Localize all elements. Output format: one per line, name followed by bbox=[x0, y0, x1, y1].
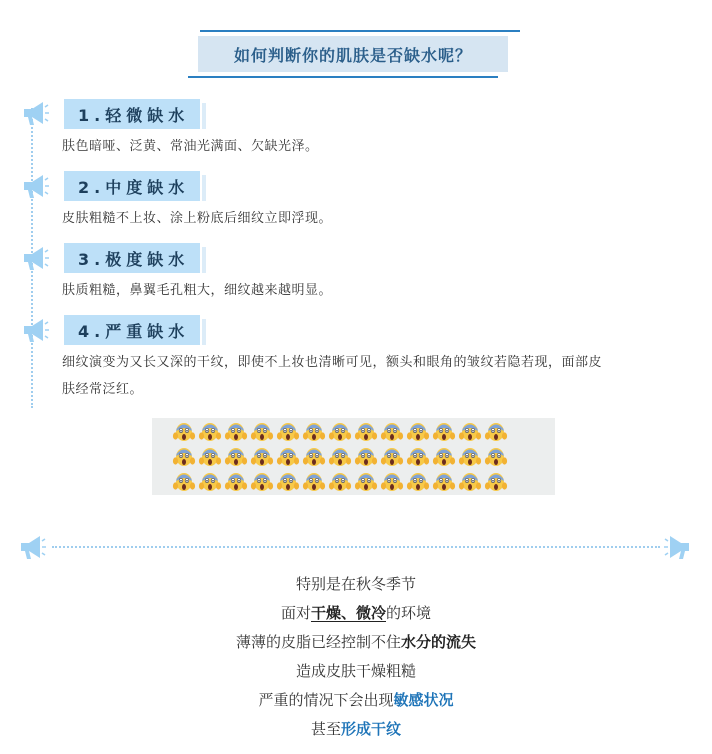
closing-text: 面对 bbox=[280, 604, 311, 622]
megaphone-icon bbox=[19, 315, 49, 345]
section-tag-mild: 1.轻微缺水 bbox=[64, 99, 200, 129]
section-tag-severe: 4.严重缺水 bbox=[64, 315, 200, 345]
closing-emphasis: 水分的流失 bbox=[401, 633, 477, 651]
screaming-face-emoji bbox=[276, 471, 300, 493]
section-text-moderate: 皮肤粗糙不上妆、涂上粉底后细纹立即浮现。 bbox=[62, 211, 333, 226]
emoji-row bbox=[172, 421, 555, 443]
closing-line bbox=[0, 686, 712, 715]
screaming-face-emoji bbox=[432, 421, 456, 443]
megaphone-icon bbox=[19, 98, 49, 128]
closing-text: 的环境 bbox=[386, 604, 432, 622]
megaphone-icon bbox=[16, 532, 46, 562]
closing-line: 造成皮肤干燥粗糙 bbox=[295, 662, 416, 680]
screaming-face-emoji bbox=[432, 446, 456, 468]
screaming-face-emoji bbox=[380, 421, 404, 443]
closing-highlight: 形成干纹 bbox=[341, 720, 402, 738]
screaming-face-emoji bbox=[302, 446, 326, 468]
page-title-block bbox=[188, 30, 520, 80]
screaming-face-emoji bbox=[276, 421, 300, 443]
screaming-face-emoji bbox=[250, 446, 274, 468]
screaming-face-emoji bbox=[380, 446, 404, 468]
screaming-face-emoji bbox=[302, 421, 326, 443]
screaming-face-emoji bbox=[198, 471, 222, 493]
closing-emphasis: 干燥、微冷 bbox=[310, 604, 386, 622]
screaming-face-emoji bbox=[276, 446, 300, 468]
screaming-face-emoji bbox=[406, 471, 430, 493]
title-top-rule bbox=[200, 30, 520, 32]
screaming-face-emoji bbox=[406, 421, 430, 443]
screaming-face-emoji bbox=[328, 471, 352, 493]
closing-text: 薄薄的皮脂已经控制不住 bbox=[235, 633, 401, 651]
screaming-face-emoji bbox=[458, 471, 482, 493]
section-tag-extreme: 3.极度缺水 bbox=[64, 243, 200, 273]
megaphone-icon bbox=[664, 532, 694, 562]
screaming-face-emoji bbox=[484, 421, 508, 443]
section-text-severe-line1: 细纹演变为又长又深的干纹，即使不上妆也清晰可见，额头和眼角的皱纹若隐若现，面部皮 bbox=[62, 355, 603, 370]
screaming-face-emoji bbox=[354, 446, 378, 468]
emoji-row bbox=[172, 471, 555, 493]
megaphone-icon bbox=[19, 243, 49, 273]
closing-text: 严重的情况下会出现 bbox=[258, 691, 394, 709]
section-text-mild: 肤色暗哑、泛黄、常油光满面、欠缺光泽。 bbox=[62, 139, 319, 154]
closing-text: 甚至 bbox=[310, 720, 341, 738]
screaming-face-emoji bbox=[484, 446, 508, 468]
screaming-face-emoji bbox=[224, 446, 248, 468]
closing-line: 特别是在秋冬季节 bbox=[295, 575, 416, 593]
screaming-face-emoji bbox=[328, 446, 352, 468]
screaming-face-emoji bbox=[172, 471, 196, 493]
screaming-face-emoji bbox=[354, 421, 378, 443]
screaming-face-emoji-panel bbox=[152, 418, 555, 495]
closing-paragraph bbox=[0, 570, 712, 744]
screaming-face-emoji bbox=[224, 471, 248, 493]
section-text-severe bbox=[62, 349, 602, 403]
closing-highlight: 敏感状况 bbox=[393, 691, 454, 709]
closing-line bbox=[0, 628, 712, 657]
closing-line bbox=[0, 599, 712, 628]
title-bottom-rule bbox=[188, 76, 498, 78]
screaming-face-emoji bbox=[328, 421, 352, 443]
page-title: 如何判断你的肌肤是否缺水呢？ bbox=[198, 36, 508, 72]
screaming-face-emoji bbox=[380, 471, 404, 493]
section-tag-moderate: 2.中度缺水 bbox=[64, 171, 200, 201]
screaming-face-emoji bbox=[302, 471, 326, 493]
screaming-face-emoji bbox=[198, 446, 222, 468]
section-text-extreme: 肤质粗糙，鼻翼毛孔粗大，细纹越来越明显。 bbox=[62, 283, 333, 298]
section-text-severe-line2: 肤经常泛红。 bbox=[62, 382, 144, 397]
screaming-face-emoji bbox=[406, 446, 430, 468]
screaming-face-emoji bbox=[250, 421, 274, 443]
closing-line bbox=[0, 715, 712, 744]
screaming-face-emoji bbox=[250, 471, 274, 493]
emoji-row bbox=[172, 446, 555, 468]
screaming-face-emoji bbox=[224, 421, 248, 443]
megaphone-icon bbox=[19, 171, 49, 201]
screaming-face-emoji bbox=[458, 446, 482, 468]
screaming-face-emoji bbox=[172, 446, 196, 468]
screaming-face-emoji bbox=[458, 421, 482, 443]
screaming-face-emoji bbox=[198, 421, 222, 443]
screaming-face-emoji bbox=[354, 471, 378, 493]
screaming-face-emoji bbox=[172, 421, 196, 443]
screaming-face-emoji bbox=[432, 471, 456, 493]
screaming-face-emoji bbox=[484, 471, 508, 493]
section-divider bbox=[52, 546, 660, 548]
